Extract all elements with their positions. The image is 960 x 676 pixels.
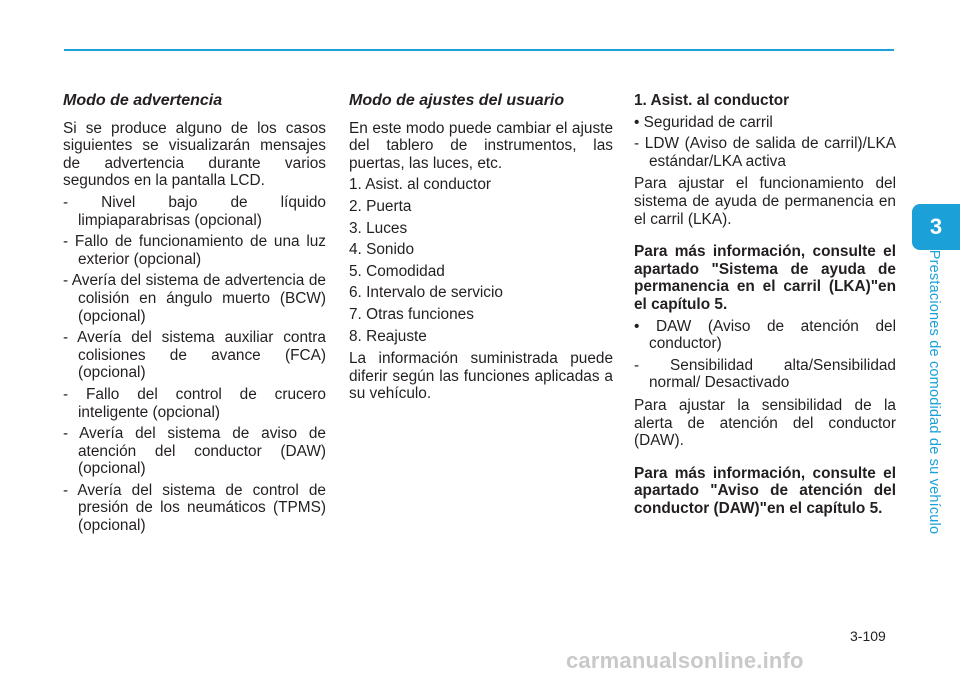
settings-list-item: 1. Asist. al conductor	[349, 176, 492, 194]
ldw-options: - LDW (Aviso de salida de carril)/LKA estándar/LKA activa	[634, 135, 896, 170]
warning-item: - Nivel bajo de líquido limpiaparabrisas (opcional)	[63, 193, 326, 229]
lka-paragraph: Para ajustar el funcionamiento del sistema de ayuda de permanencia en el carril (LKA).	[634, 175, 896, 228]
top-rule	[64, 49, 894, 51]
page-number: 3-109	[850, 628, 886, 644]
user-settings-outro: La información suministrada puede diferir según las funciones aplicadas a su vehículo.	[349, 350, 613, 403]
daw-options: - Sensibilidad alta/Sensibilidad normal/ Desactivado	[634, 356, 896, 392]
settings-list-item: 8. Reajuste	[349, 327, 427, 345]
chapter-side-title: Prestaciones de comodidad de su vehículo	[926, 249, 942, 535]
watermark: carmanualsonline.info	[566, 648, 804, 673]
lka-reference-note: Para más información, consulte el apartado "Sistema de ayuda de permanencia en el carril (LKA)"en el capítulo 5.	[634, 243, 896, 313]
warning-mode-column	[63, 92, 326, 535]
warning-item: - Avería del sistema de aviso de atención del conductor (DAW) (opcional)	[63, 425, 326, 478]
daw-bullet: • DAW (Aviso de atención del conductor)	[634, 317, 896, 353]
warning-item: - Avería del sistema auxiliar contra colisiones de avance (FCA) (opcional)	[63, 329, 326, 382]
daw-paragraph: Para ajustar la sensibilidad de la alerta de atención del conductor (DAW).	[634, 396, 896, 450]
daw-reference-note: Para más información, consulte el apartado "Aviso de atención del conductor (DAW)"en el capítulo 5.	[634, 464, 896, 517]
lane-safety-bullet: • Seguridad de carril	[634, 113, 773, 131]
settings-list-item: 3. Luces	[349, 219, 408, 237]
warning-mode-title: Modo de advertencia	[63, 92, 223, 109]
warning-item: - Avería del sistema de advertencia de colisión en ángulo muerto (BCW) (opcional)	[63, 272, 326, 325]
settings-list-item: 2. Puerta	[349, 197, 412, 215]
user-settings-intro: En este modo puede cambiar el ajuste del tablero de instrumentos, las puertas, las luces, etc.	[349, 119, 613, 172]
driver-assist-heading: 1. Asist. al conductor	[634, 92, 790, 109]
warning-item: - Fallo del control de crucero inteligente (opcional)	[63, 385, 326, 421]
warning-item: - Fallo de funcionamiento de una luz exterior (opcional)	[63, 233, 326, 268]
settings-list-item: 5. Comodidad	[349, 262, 445, 280]
user-settings-column	[349, 92, 613, 403]
settings-list-item: 6. Intervalo de servicio	[349, 284, 503, 302]
settings-list-item: 7. Otras funciones	[349, 305, 474, 323]
warning-item: - Avería del sistema de control de presión de los neumáticos (TPMS) (opcional)	[63, 481, 326, 535]
user-settings-title: Modo de ajustes del usuario	[349, 92, 565, 109]
chapter-tab: 3	[912, 204, 960, 250]
warning-mode-intro: Si se produce alguno de los casos siguientes se visualizarán mensajes de advertencia durante varios segundos en la pantalla LCD.	[63, 119, 326, 190]
driver-assist-column	[634, 92, 896, 517]
settings-list-item: 4. Sonido	[349, 241, 415, 259]
